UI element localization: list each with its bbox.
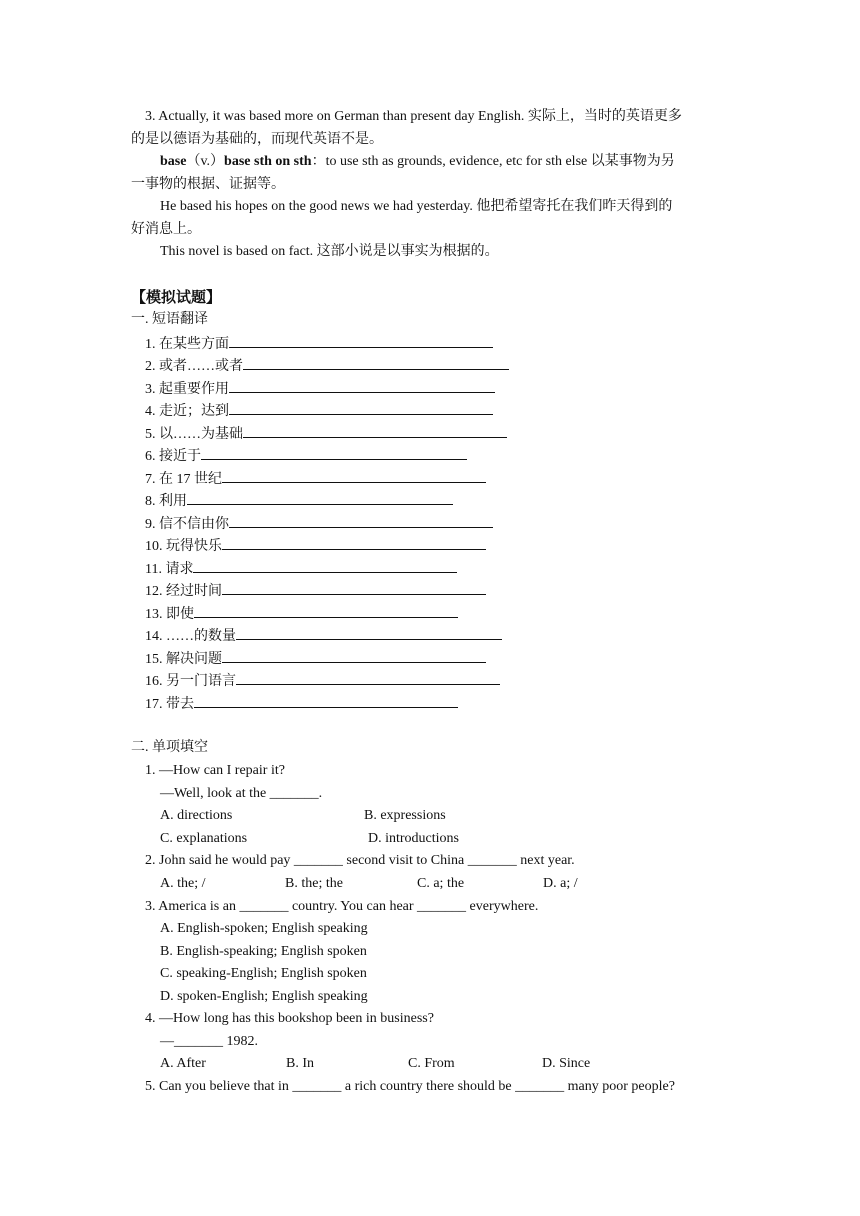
answer-blank[interactable] (243, 423, 507, 438)
phrase-item-label: 1. 在某些方面 (145, 337, 229, 352)
phrase-item-label: 12. 经过时间 (145, 584, 222, 599)
note-item-3-line2: 的是以德语为基础的，而现代英语不是。 (131, 132, 383, 147)
answer-blank[interactable] (236, 670, 500, 685)
base-part-of-speech: （v.） (186, 154, 225, 169)
q2-option-c[interactable]: C. a; the (417, 876, 465, 891)
q2-option-a[interactable]: A. the; / (160, 876, 206, 891)
answer-blank[interactable] (222, 535, 486, 550)
phrase-item-label: 5. 以……为基础 (145, 427, 243, 442)
answer-blank[interactable] (236, 625, 502, 640)
answer-blank[interactable] (222, 648, 486, 663)
phrase-item-label: 7. 在 17 世纪 (145, 472, 222, 487)
phrase-item-8 (145, 490, 453, 512)
example-2: This novel is based on fact. 这部小说是以事实为根据的。 (160, 244, 499, 259)
q2-option-b[interactable]: B. the; the (285, 876, 343, 891)
phrase-item-label: 13. 即使 (145, 607, 194, 622)
question-1-stem-2: —Well, look at the _______. (160, 786, 323, 801)
question-4-stem: 4. —How long has this bookshop been in business? (145, 1011, 434, 1026)
q3-option-d[interactable]: D. spoken-English; English speaking (160, 989, 368, 1004)
phrase-item-17 (145, 693, 458, 715)
phrase-item-label: 11. 请求 (145, 562, 194, 577)
phrase-item-16 (145, 670, 500, 692)
example-1-line2: 好消息上。 (131, 222, 201, 237)
phrase-item-label: 8. 利用 (145, 494, 187, 509)
phrase-item-label: 2. 或者……或者 (145, 359, 243, 374)
part1-title: 一. 短语翻译 (131, 312, 208, 327)
base-definition-line1 (160, 152, 675, 172)
question-5-stem: 5. Can you believe that in _______ a rich country there should be _______ many poor people? (145, 1079, 675, 1094)
answer-blank[interactable] (194, 693, 458, 708)
phrase-item-12 (145, 580, 486, 602)
phrase-item-9 (145, 513, 493, 535)
q1-option-d[interactable]: D. introductions (368, 831, 459, 846)
phrase-item-1 (145, 333, 493, 355)
phrase-item-6 (145, 445, 467, 467)
q3-option-c[interactable]: C. speaking-English; English spoken (160, 966, 367, 981)
part2-title: 二. 单项填空 (131, 740, 208, 755)
q2-option-d[interactable]: D. a; / (543, 876, 578, 891)
phrase-item-label: 9. 信不信由你 (145, 517, 229, 532)
question-2-stem: 2. John said he would pay _______ second visit to China _______ next year. (145, 853, 575, 868)
answer-blank[interactable] (222, 468, 486, 483)
q3-option-b[interactable]: B. English-speaking; English spoken (160, 944, 367, 959)
phrase-item-7 (145, 468, 486, 490)
question-4-stem-2: —_______ 1982. (160, 1034, 258, 1049)
phrase-item-label: 16. 另一门语言 (145, 674, 236, 689)
base-definition: ：to use sth as grounds, evidence, etc for sth else 以某事物为另 (311, 154, 675, 169)
q4-option-c[interactable]: C. From (408, 1056, 455, 1071)
q1-option-b[interactable]: B. expressions (364, 808, 446, 823)
phrase-item-label: 4. 走近；达到 (145, 404, 229, 419)
phrase-item-3 (145, 378, 495, 400)
base-definition-line2: 一事物的根据、证据等。 (131, 177, 285, 192)
phrase-item-15 (145, 648, 486, 670)
example-1-line1: He based his hopes on the good news we had yesterday. 他把希望寄托在我们昨天得到的 (160, 199, 673, 214)
answer-blank[interactable] (201, 445, 467, 460)
answer-blank[interactable] (243, 355, 509, 370)
phrase-item-4 (145, 400, 493, 422)
phrase-item-2 (145, 355, 509, 377)
q4-option-d[interactable]: D. Since (542, 1056, 591, 1071)
phrase-item-label: 17. 带去 (145, 697, 194, 712)
base-word: base (160, 154, 187, 169)
question-1-stem: 1. —How can I repair it? (145, 763, 285, 778)
answer-blank[interactable] (229, 378, 495, 393)
section-title: 【模拟试题】 (131, 288, 222, 306)
phrase-item-5 (145, 423, 507, 445)
q4-option-a[interactable]: A. After (160, 1056, 206, 1071)
phrase-item-label: 3. 起重要作用 (145, 382, 229, 397)
answer-blank[interactable] (222, 580, 486, 595)
phrase-item-11 (145, 558, 457, 580)
q1-option-c[interactable]: C. explanations (160, 831, 248, 846)
phrase-item-label: 6. 接近于 (145, 449, 201, 464)
phrase-item-10 (145, 535, 486, 557)
q3-option-a[interactable]: A. English-spoken; English speaking (160, 921, 368, 936)
answer-blank[interactable] (193, 558, 457, 573)
phrase-item-label: 14. ……的数量 (145, 629, 236, 644)
answer-blank[interactable] (187, 490, 453, 505)
answer-blank[interactable] (194, 603, 458, 618)
phrase-item-label: 15. 解决问题 (145, 652, 222, 667)
note-item-3-line1: 3. Actually, it was based more on German than present day English. 实际上，当时的英语更多 (145, 109, 682, 124)
answer-blank[interactable] (229, 513, 493, 528)
question-3-stem: 3. America is an _______ country. You can hear _______ everywhere. (145, 899, 539, 914)
q4-option-b[interactable]: B. In (286, 1056, 314, 1071)
phrase-item-13 (145, 603, 458, 625)
phrase-item-label: 10. 玩得快乐 (145, 539, 222, 554)
base-phrase: base sth on sth (224, 154, 312, 169)
phrase-item-14 (145, 625, 502, 647)
q1-option-a[interactable]: A. directions (160, 808, 233, 823)
answer-blank[interactable] (229, 333, 493, 348)
answer-blank[interactable] (229, 400, 493, 415)
